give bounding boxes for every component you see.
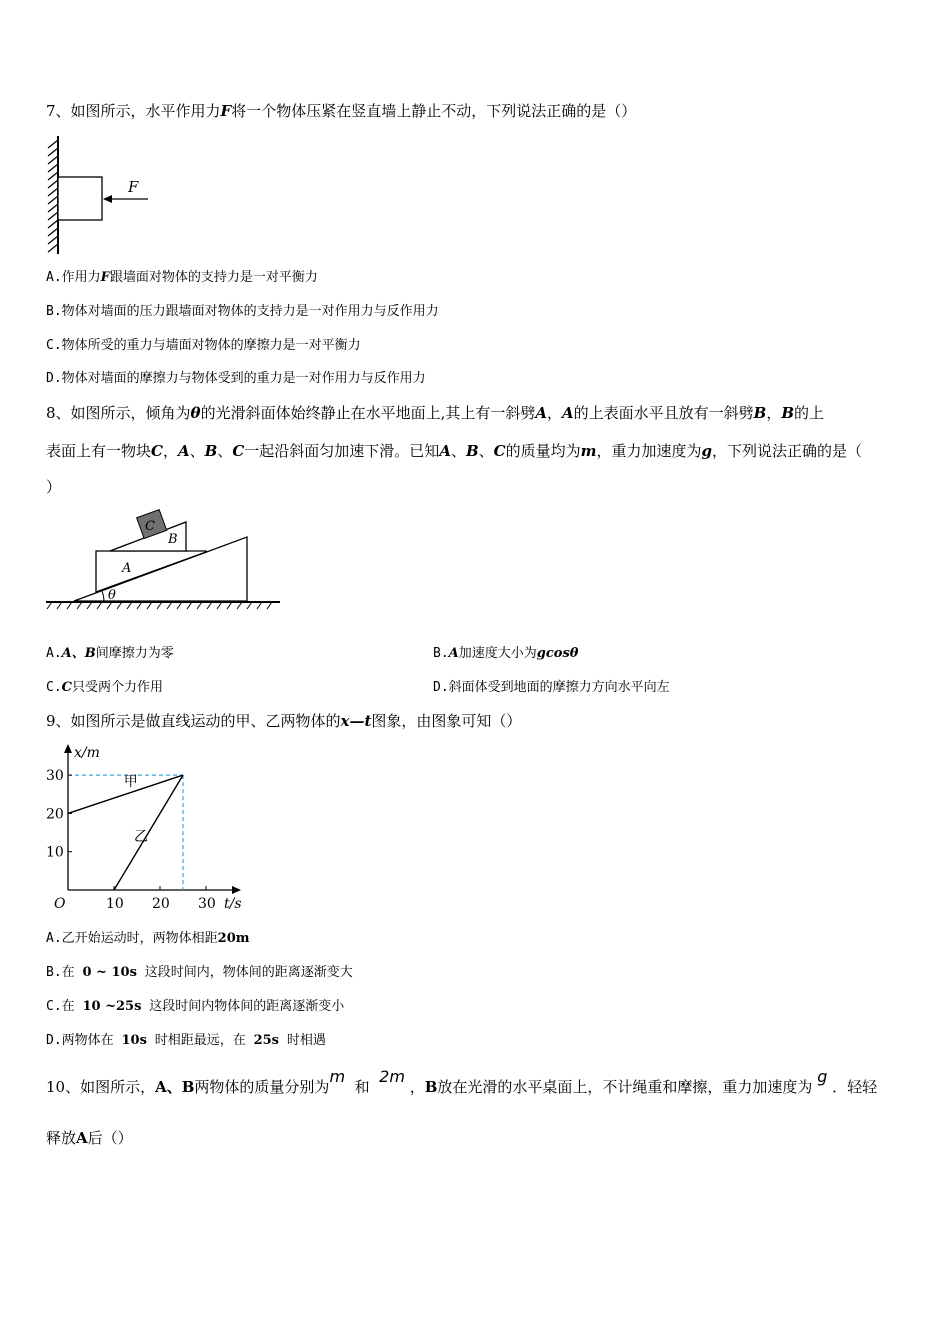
q7-option-c[interactable]: C.物体所受的重力与墙面对物体的摩擦力是一对平衡力 (46, 338, 361, 353)
q8-stem-line2: 表面上有一物块C，A、B、C一起沿斜面匀加速下滑。已知A、B、C的质量均为m，重力加速度为g，下列说法正确的是（ (46, 442, 863, 460)
q8-option-a[interactable]: A.A、B间摩擦力为零 (46, 646, 174, 661)
q9-x-tick-label: 10 (106, 896, 124, 912)
q9-x-tick-label: 30 (198, 896, 216, 912)
q9-series-label: 乙 (133, 828, 148, 845)
q9-series-label: 甲 (123, 774, 138, 791)
q8-label-b: B (168, 532, 178, 547)
q8-stem-line3: ） (46, 478, 62, 496)
q9-xt-chart (40, 740, 250, 916)
q8-label-c: C (145, 519, 155, 534)
q7-stem: 7、如图所示，水平作用力F将一个物体压紧在竖直墙上静止不动，下列说法正确的是（） (46, 102, 637, 120)
q9-option-c[interactable]: C.在 10 ~25s 这段时间内物体间的距离逐渐变小 (46, 999, 345, 1014)
q7-option-b[interactable]: B.物体对墙面的压力跟墙面对物体的支持力是一对作用力与反作用力 (46, 304, 439, 319)
q7-option-d[interactable]: D.物体对墙面的摩擦力与物体受到的重力是一对作用力与反作用力 (46, 371, 426, 386)
q9-y-tick-label: 20 (46, 806, 64, 823)
q9-option-a[interactable]: A.乙开始运动时，两物体相距20m (46, 931, 250, 946)
q8-option-d[interactable]: D.斜面体受到地面的摩擦力方向水平向左 (433, 680, 670, 695)
q9-option-b[interactable]: B.在 0 ~ 10s 这段时间内，物体间的距离逐渐变大 (46, 965, 353, 980)
q9-x-tick-label: 20 (152, 896, 170, 912)
q9-option-d[interactable]: D.两物体在 10s 时相距最远，在 25s 时相遇 (46, 1033, 326, 1048)
q8-label-theta: θ (108, 588, 116, 603)
q8-label-a: A (122, 561, 132, 576)
q9-y-axis-label: x/m (74, 745, 100, 761)
q10-stem-line1: 10、如图所示，A、B两物体的质量分别为m 和 2m ，B放在光滑的水平桌面上，不计绳重和摩擦，重力加速度为 g ．轻轻 (46, 1067, 878, 1096)
q9-origin-label: O (54, 896, 66, 912)
q10-stem-line2: 释放A后（） (46, 1129, 133, 1147)
q9-x-axis-label: t/s (224, 896, 242, 912)
q7-force-label: F (128, 178, 139, 196)
q9-y-tick-label: 30 (46, 768, 64, 785)
q7-option-a[interactable]: A.作用力F跟墙面对物体的支持力是一对平衡力 (46, 270, 318, 285)
q8-option-c[interactable]: C.C只受两个力作用 (46, 680, 164, 695)
q9-series-line (114, 775, 183, 890)
q8-stem-line1: 8、如图所示，倾角为θ的光滑斜面体始终静止在水平地面上,其上有一斜劈A，A的上表面水平且放有一斜劈B，B的上 (46, 404, 825, 422)
q8-option-b[interactable]: B.A加速度大小为gcosθ (433, 646, 579, 661)
q7-wall-block-figure (40, 134, 160, 256)
q9-x-axis-arrow (232, 886, 241, 894)
q9-y-tick-label: 10 (46, 844, 64, 861)
q8-incline-figure (44, 505, 284, 613)
q9-y-axis-arrow (64, 744, 72, 753)
q7-block (58, 177, 102, 220)
q9-stem: 9、如图所示是做直线运动的甲、乙两物体的x—t图象，由图象可知（） (46, 712, 522, 730)
